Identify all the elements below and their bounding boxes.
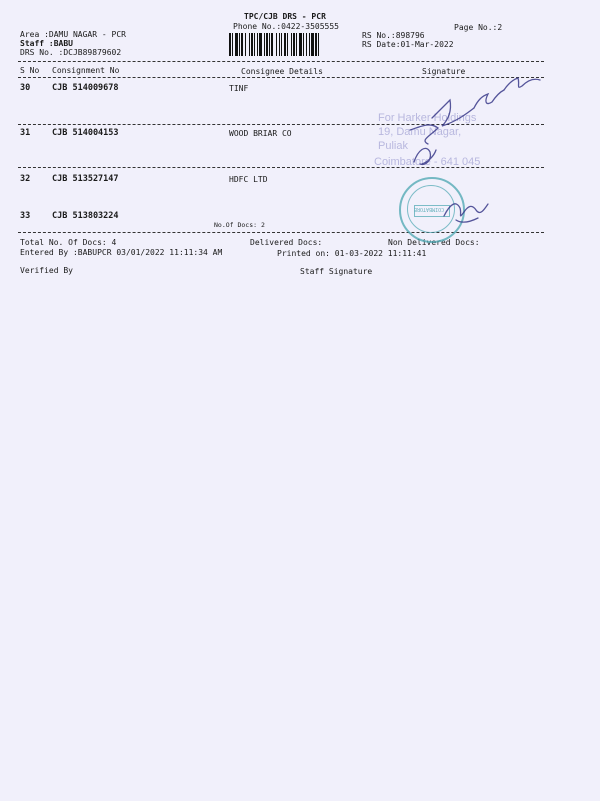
- divider: [18, 61, 544, 62]
- column-header-consignment: Consignment No: [52, 66, 120, 75]
- row-sno: 32: [20, 174, 31, 184]
- no-of-docs: No.Of Docs: 2: [214, 221, 265, 229]
- row-sno: 31: [20, 128, 31, 138]
- entered-by: Entered By :BABUPCR 03/01/2022 11:11:34 AM: [20, 248, 223, 257]
- delivered-docs: Delivered Docs:: [250, 238, 323, 247]
- column-header-consignee: Consignee Details: [241, 67, 323, 76]
- report-title: TPC/CJB DRS - PCR: [244, 12, 326, 21]
- stamp-line: 19, Damu Nagar,: [378, 126, 462, 138]
- rs-number: RS No.:898796: [362, 31, 425, 40]
- verified-by: Verified By: [20, 266, 73, 275]
- row-sno: 33: [20, 211, 31, 221]
- row-consignment-no: CJB 513527147: [52, 174, 119, 184]
- staff-label: Staff :BABU: [20, 39, 73, 48]
- row-consignee: HDFC LTD: [229, 175, 268, 184]
- stamp-line: For Harker Holdings: [378, 112, 477, 124]
- total-docs: Total No. Of Docs: 4: [20, 238, 117, 247]
- page-number: Page No.:2: [454, 23, 503, 32]
- rs-date: RS Date:01-Mar-2022: [362, 40, 454, 49]
- drs-number: DRS No. :DCJB89879602: [20, 48, 122, 57]
- row-consignment-no: CJB 514004153: [52, 128, 119, 138]
- phone-number: Phone No.:0422-3505555: [233, 22, 339, 31]
- printed-on: Printed on: 01-03-2022 11:11:41: [277, 249, 427, 258]
- non-delivered-docs: Non Delivered Docs:: [388, 238, 480, 247]
- row-sno: 30: [20, 83, 31, 93]
- area-label: Area :DAMU NAGAR - PCR: [20, 30, 126, 39]
- row-consignee: TINF: [229, 84, 249, 93]
- column-header-signature: Signature: [422, 67, 466, 76]
- seal-text: COIMBATORE: [414, 206, 445, 212]
- staff-signature: Staff Signature: [300, 267, 373, 276]
- stamp-line: Coimbatore - 641 045: [374, 156, 481, 168]
- row-consignee: WOOD BRIAR CO: [229, 129, 292, 138]
- row-consignment-no: CJB 513803224: [52, 211, 119, 221]
- barcode-image: [229, 33, 357, 56]
- signature-scribble: [440, 190, 500, 230]
- column-header-sno: S No: [20, 66, 40, 75]
- stamp-line: Puliak: [378, 140, 408, 152]
- row-consignment-no: CJB 514009678: [52, 83, 119, 93]
